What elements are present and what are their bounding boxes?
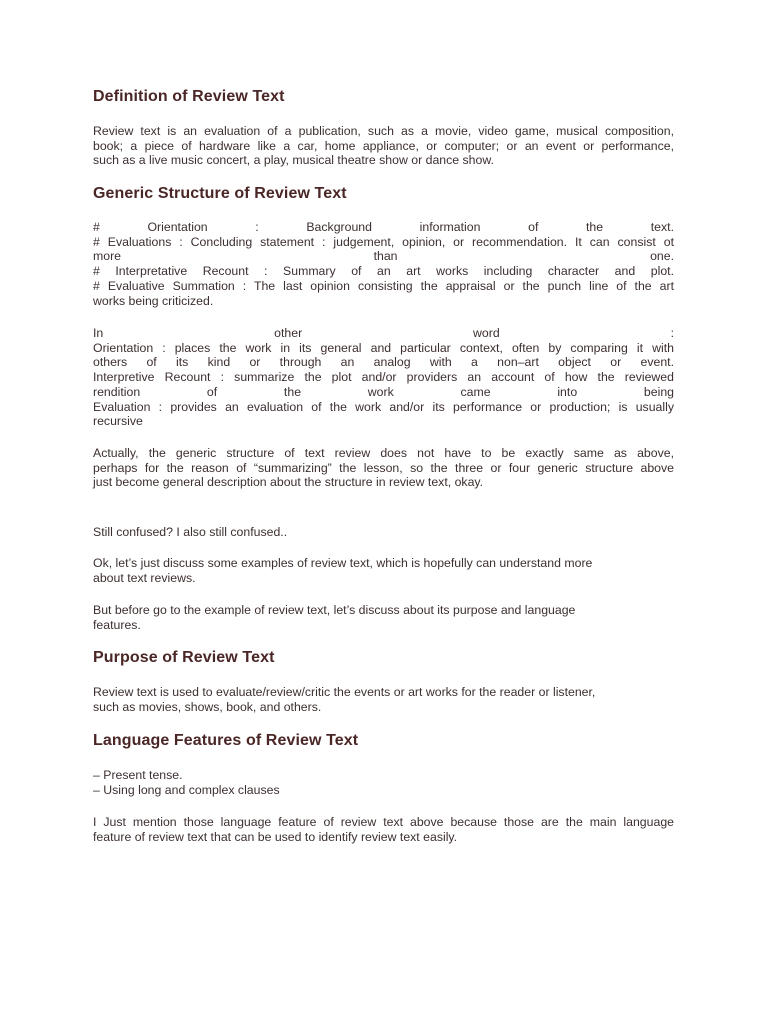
text-line: # Evaluative Summation : The last opinion consisting the appraisal or the punch line of the art (93, 278, 674, 293)
text-line: works being criticized. (93, 293, 214, 308)
text-line: features. (93, 617, 141, 632)
text-line: Evaluation : provides an evaluation of the work and/or its performance or production; is usually (93, 399, 674, 414)
heading-purpose: Purpose of Review Text (93, 649, 275, 666)
paragraph-purpose (93, 685, 674, 714)
list-item: – Using long and complex clauses (93, 782, 280, 797)
list-language-features (93, 768, 674, 797)
text-line: just become general description about the structure in review text, okay. (93, 475, 484, 490)
text-line: But before go to the example of review text, let’s discuss about its purpose and language (93, 603, 576, 617)
paragraph-before (93, 603, 674, 632)
text-line: # Interpretative Recount : Summary of an art works including character and plot. (93, 264, 674, 279)
paragraph-actually (93, 446, 674, 490)
text-line: about text reviews. (93, 570, 196, 585)
text-line: # Evaluations : Concluding statement : judgement, opinion, or recommendation. It can consist ot (93, 234, 674, 249)
text-line: recursive (93, 414, 143, 429)
heading-definition: Definition of Review Text (93, 88, 285, 105)
list-item: – Present tense. (93, 768, 183, 782)
paragraph-closing (93, 815, 674, 844)
text-line: Review text is an evaluation of a publication, such as a movie, video game, musical composition, (93, 124, 674, 138)
text-line: rendition of the work came into being (93, 384, 674, 399)
heading-generic-structure: Generic Structure of Review Text (93, 185, 347, 202)
text-line: In other word : (93, 326, 674, 340)
text-line: others of its kind or through an analog with a non–art object or event. (93, 355, 674, 370)
text-line: Still confused? I also still confused.. (93, 525, 288, 539)
paragraph-in-other-word (93, 326, 674, 429)
paragraph-definition (93, 124, 674, 168)
text-line: Actually, the generic structure of text review does not have to be exactly same as above, (93, 446, 674, 460)
heading-language-features: Language Features of Review Text (93, 732, 359, 749)
paragraph-structure-list (93, 220, 674, 308)
text-line: feature of review text that can be used to identify review text easily. (93, 829, 458, 844)
text-line: Interpretive Recount : summarize the plot and/or providers an account of how the reviewed (93, 370, 674, 385)
text-line: perhaps for the reason of “summarizing” the lesson, so the three or four generic structure above (93, 460, 674, 475)
paragraph-confused (93, 525, 674, 540)
text-line: I Just mention those language feature of review text above because those are the main language (93, 815, 674, 829)
text-line: more than one. (93, 249, 674, 264)
text-line: Review text is used to evaluate/review/critic the events or art works for the reader or listener, (93, 685, 596, 699)
text-line: such as movies, shows, book, and others. (93, 699, 322, 714)
paragraph-ok (93, 556, 674, 585)
text-line: # Orientation : Background information of the text. (93, 220, 674, 234)
text-line: such as a live music concert, a play, musical theatre show or dance show. (93, 153, 494, 168)
text-line: Orientation : places the work in its general and particular context, often by comparing it with (93, 340, 674, 355)
text-line: book; a piece of hardware like a car, home appliance, or computer; or an event or performance, (93, 138, 674, 153)
text-line: Ok, let’s just discuss some examples of review text, which is hopefully can understand more (93, 556, 593, 570)
